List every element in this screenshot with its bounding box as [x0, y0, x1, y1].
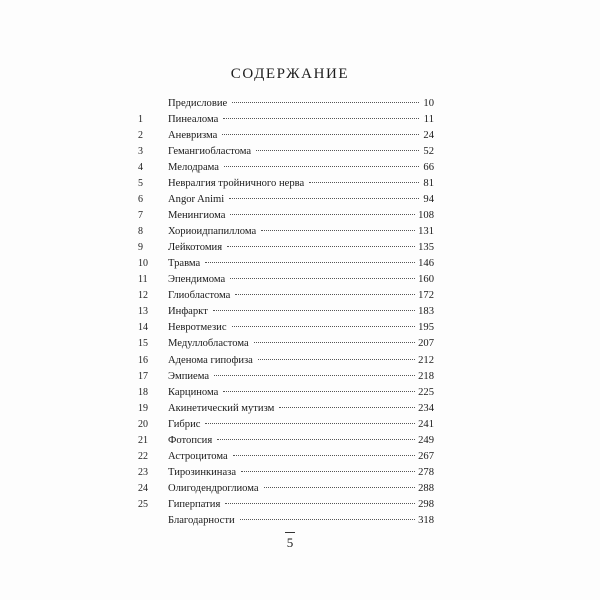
chapter-page: 288: [418, 482, 434, 494]
toc-entry: [138, 128, 434, 144]
chapter-page: 278: [418, 466, 434, 478]
dot-leader: [213, 310, 415, 311]
toc-entry: [138, 401, 434, 417]
chapter-page: 11: [423, 114, 434, 126]
toc-entry: [138, 272, 434, 288]
toc-entry: [138, 385, 434, 401]
dot-leader: [279, 407, 415, 408]
chapter-number: 8: [138, 226, 143, 238]
chapter-number: 3: [138, 146, 143, 158]
chapter-title: Хориоидпапиллома: [168, 224, 258, 240]
toc-entry: [138, 288, 434, 304]
dot-leader: [235, 294, 415, 295]
chapter-number: 21: [138, 434, 148, 446]
dot-leader: [205, 262, 415, 263]
chapter-number: 9: [138, 242, 143, 254]
toc-entry: [138, 96, 434, 112]
chapter-number: 11: [138, 274, 148, 286]
chapter-title: Медуллобластома: [168, 336, 251, 352]
chapter-page: 249: [418, 434, 434, 446]
chapter-title: Angor Animi: [168, 192, 226, 208]
chapter-title: Глиобластома: [168, 288, 232, 304]
chapter-title: Гиперпатия: [168, 497, 222, 513]
toc-entry: [138, 240, 434, 256]
chapter-number: 23: [138, 466, 148, 478]
toc-entry: [138, 112, 434, 128]
chapter-title: Тирозинкиназа: [168, 465, 238, 481]
toc-entry: [138, 465, 434, 481]
dot-leader: [223, 391, 415, 392]
chapter-number: 10: [138, 258, 148, 270]
chapter-number: 17: [138, 370, 148, 382]
chapter-title: Инфаркт: [168, 304, 210, 320]
chapter-page: 172: [418, 290, 434, 302]
dot-leader: [261, 230, 415, 231]
chapter-page: 218: [418, 370, 434, 382]
dot-leader: [240, 519, 415, 520]
page-number-rule: [285, 532, 295, 533]
chapter-page: 146: [418, 258, 434, 270]
dot-leader: [223, 118, 419, 119]
chapter-page: 212: [418, 354, 434, 366]
chapter-page: 108: [418, 210, 434, 222]
chapter-page: 241: [418, 418, 434, 430]
chapter-number: 6: [138, 194, 143, 206]
dot-leader: [254, 342, 415, 343]
chapter-number: 13: [138, 306, 148, 318]
toc-entry: [138, 336, 434, 352]
chapter-number: 15: [138, 338, 148, 350]
toc-entry: [138, 224, 434, 240]
chapter-number: 18: [138, 386, 148, 398]
chapter-page: 267: [418, 450, 434, 462]
chapter-page: 66: [423, 162, 434, 174]
chapter-title: Невротмезис: [168, 320, 229, 336]
chapter-title: Гемангиобластома: [168, 144, 253, 160]
chapter-page: 298: [418, 498, 434, 510]
chapter-page: 94: [423, 194, 434, 206]
chapter-page: 318: [418, 514, 434, 526]
dot-leader: [232, 326, 416, 327]
dot-leader: [217, 439, 415, 440]
dot-leader: [241, 471, 415, 472]
chapter-number: 5: [138, 178, 143, 190]
chapter-title: Пинеалома: [168, 112, 220, 128]
chapter-title: Эмпиема: [168, 369, 211, 385]
chapter-number: 19: [138, 402, 148, 414]
chapter-page: 24: [423, 130, 434, 142]
chapter-title: Предисловие: [168, 96, 229, 112]
chapter-title: Олигодендроглиома: [168, 481, 261, 497]
chapter-title: Благодарности: [168, 513, 237, 529]
dot-leader: [233, 455, 415, 456]
chapter-page: 234: [418, 402, 434, 414]
chapter-number: 7: [138, 210, 143, 222]
page-title: СОДЕРЖАНИЕ: [230, 66, 350, 82]
toc-entry: [138, 513, 434, 529]
chapter-title: Мелодрама: [168, 160, 221, 176]
dot-leader: [225, 503, 415, 504]
toc-entry: [138, 353, 434, 369]
chapter-number: 25: [138, 498, 148, 510]
toc-entry: [138, 304, 434, 320]
toc-entry: [138, 369, 434, 385]
chapter-title: Лейкотомия: [168, 240, 224, 256]
toc-entry: [138, 320, 434, 336]
dot-leader: [214, 375, 415, 376]
dot-leader: [222, 134, 419, 135]
dot-leader: [256, 150, 419, 151]
chapter-page: 207: [418, 338, 434, 350]
toc-entry: [138, 160, 434, 176]
chapter-title: Гибрис: [168, 417, 202, 433]
chapter-title: Невралгия тройничного нерва: [168, 176, 306, 192]
toc-entry: [138, 497, 434, 513]
toc-entry: [138, 449, 434, 465]
chapter-title: Акинетический мутизм: [168, 401, 276, 417]
chapter-page: 81: [423, 178, 434, 190]
dot-leader: [227, 246, 415, 247]
chapter-page: 135: [418, 242, 434, 254]
dot-leader: [309, 182, 419, 183]
chapter-title: Астроцитома: [168, 449, 230, 465]
chapter-number: 12: [138, 290, 148, 302]
chapter-number: 20: [138, 418, 148, 430]
dot-leader: [229, 198, 419, 199]
toc-entry: [138, 208, 434, 224]
chapter-title: Аденома гипофиза: [168, 353, 255, 369]
chapter-title: Фотопсия: [168, 433, 214, 449]
dot-leader: [258, 359, 415, 360]
dot-leader: [205, 423, 415, 424]
chapter-page: 183: [418, 306, 434, 318]
toc-entry: [138, 176, 434, 192]
chapter-number: 22: [138, 450, 148, 462]
toc-entry: [138, 192, 434, 208]
toc-entry: [138, 433, 434, 449]
chapter-title: Карцинома: [168, 385, 220, 401]
chapter-page: 225: [418, 386, 434, 398]
chapter-page: 160: [418, 274, 434, 286]
toc-entry: [138, 256, 434, 272]
toc-entry: [138, 481, 434, 497]
chapter-title: Травма: [168, 256, 202, 272]
chapter-page: 131: [418, 226, 434, 238]
toc-entry: [138, 417, 434, 433]
chapter-number: 1: [138, 114, 143, 126]
dot-leader: [230, 278, 415, 279]
dot-leader: [224, 166, 419, 167]
chapter-page: 10: [423, 98, 434, 109]
chapter-number: 4: [138, 162, 143, 174]
dot-leader: [230, 214, 415, 215]
chapter-title: Аневризма: [168, 128, 219, 144]
chapter-number: 2: [138, 130, 143, 142]
table-of-contents: [138, 96, 434, 529]
chapter-page: 195: [418, 322, 434, 334]
page-number: 5: [286, 535, 294, 550]
dot-leader: [264, 487, 415, 488]
chapter-number: 24: [138, 482, 148, 494]
chapter-number: 16: [138, 354, 148, 366]
chapter-page: 52: [423, 146, 434, 158]
toc-entry: [138, 144, 434, 160]
chapter-number: 14: [138, 322, 148, 334]
dot-leader: [232, 102, 419, 103]
chapter-title: Менингиома: [168, 208, 227, 224]
chapter-title: Эпендимома: [168, 272, 227, 288]
